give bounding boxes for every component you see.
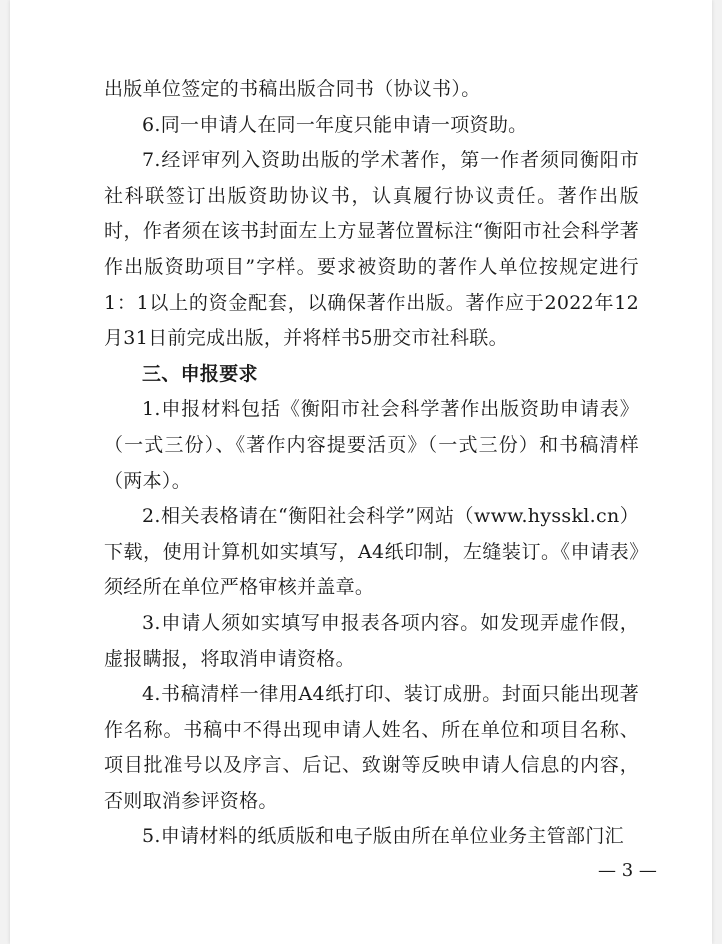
paragraph-requirement-4: 4.书稿清样一律用A4纸打印、装订成册。封面只能出现著作名称。书稿中不得出现申请人姓名、所在单位和项目名称、项目批准号以及序言、后记、致谢等反映申请人信息的内容，否则取消参评资格。 (104, 683, 639, 812)
paragraph-item-7: 7.经评审列入资助出版的学术著作，第一作者须同衡阳市社科联签订出版资助协议书，认真履行协议责任。著作出版时，作者须在该书封面左上方显著位置标注“衡阳市社会科学著作出版资助项目”字样。要求被资助的著作人单位按规定进行1：1以上的资金配套，以确保著作出版。著作应于2022年12月31日前完成出版，并将样书5册交市社科联。 (104, 149, 639, 350)
page-number: — 3 — (598, 860, 657, 881)
paragraph-requirement-1: 1.申报材料包括《衡阳市社会科学著作出版资助申请表》（一式三份）、《著作内容提要活页》（一式三份）和书稿清样（两本）。 (104, 398, 639, 492)
paragraph-item-6: 6.同一申请人在同一年度只能申请一项资助。 (142, 113, 528, 136)
document-body (104, 72, 639, 855)
section-heading: 三、申报要求 (142, 362, 258, 385)
paragraph-requirement-3: 3.申请人须如实填写申报表各项内容。如发现弄虚作假，虚报瞒报，将取消申请资格。 (104, 611, 639, 670)
document-page (10, 0, 712, 944)
paragraph-requirement-5: 5.申请材料的纸质版和电子版由所在单位业务主管部门汇 (142, 825, 624, 848)
paragraph-requirement-2: 2.相关表格请在“衡阳社会科学”网站（www.hysskl.cn）下载，使用计算机如实填写，A4纸印制，左缝装订。《申请表》须经所在单位严格审核并盖章。 (104, 505, 639, 599)
paragraph-continuation: 出版单位签定的书稿出版合同书（协议书）。 (104, 78, 481, 100)
